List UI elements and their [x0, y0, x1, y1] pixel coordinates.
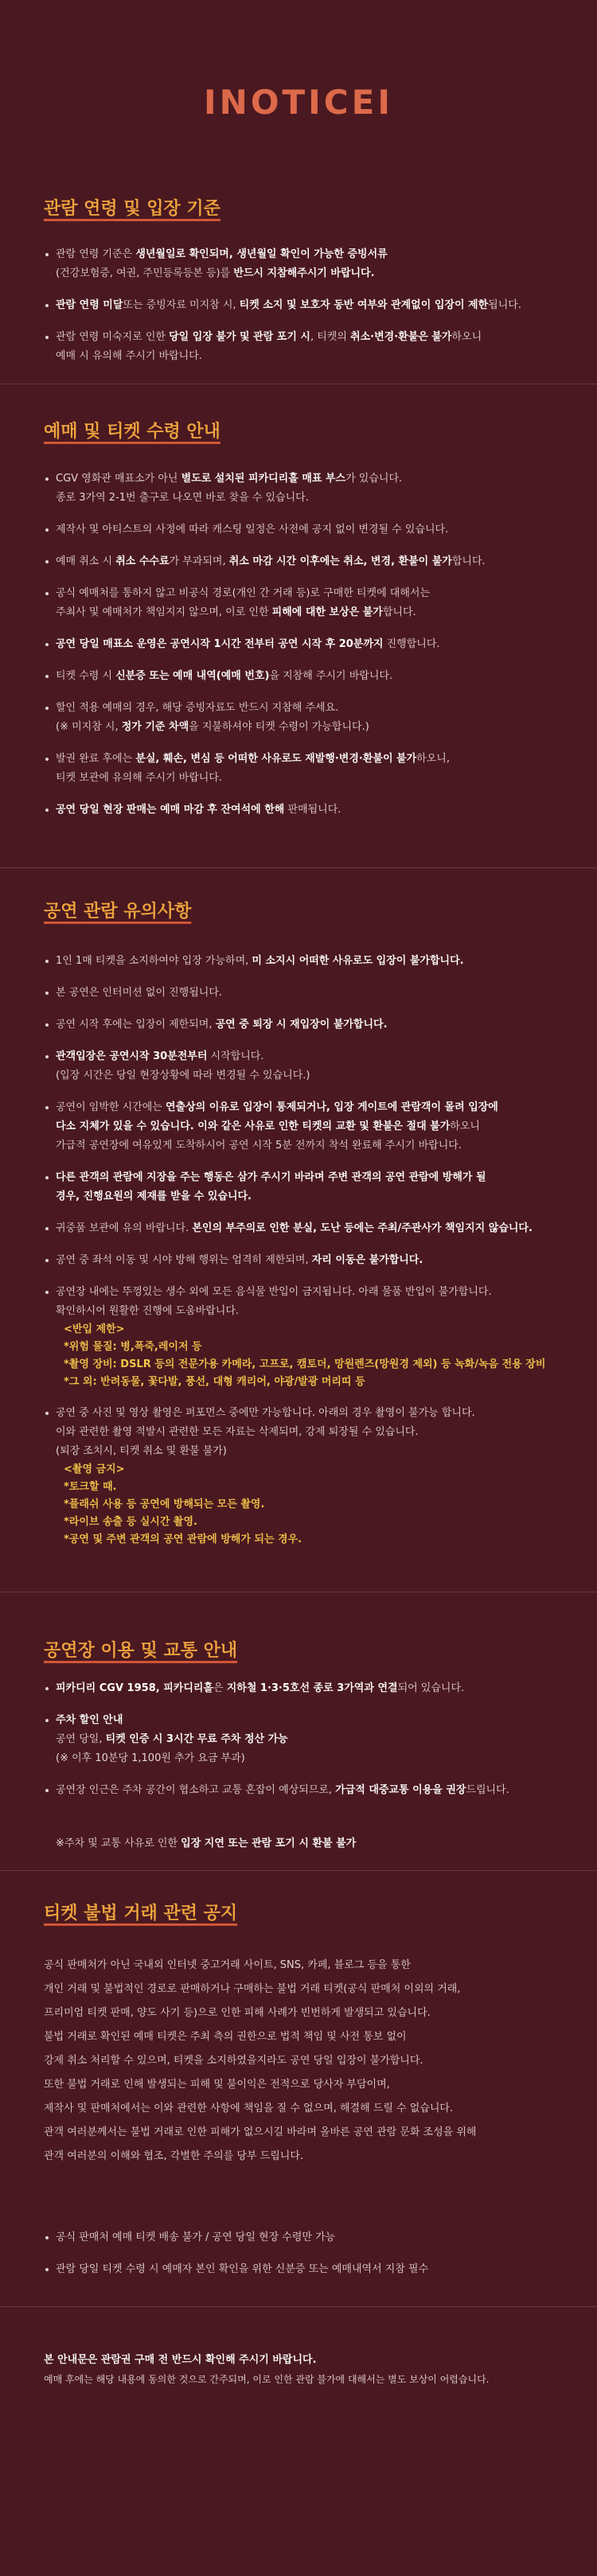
list-item: 공연 중 사진 및 영상 촬영은 퍼포먼스 중에만 가능합니다. 아래의 경우 촬영이 불가능 합니다. 이와 관련한 촬영 적발시 관련한 모든 자료는 삭제되며, 강제 퇴장될 수 있습니다. (퇴장 조치시, 티켓 취소 및 환불 불가) <촬영 금지> *토크할 때. *플래쉬 사용 등 공연에 방해되는 모든 촬영. *라이브 송출 등 실시간 촬영. *공연 및 주변 관객의 공연 관람에 방해가 되는 경우. — [44, 1404, 561, 1549]
photo-ban-item: *토크할 때. — [64, 1481, 117, 1493]
age-list — [44, 245, 561, 379]
list-item: 1인 1매 티켓을 소지하여야 입장 가능하며, 미 소지시 어떠한 사유로도 입장이 불가합니다. — [44, 952, 561, 971]
section-title-illegal: 티켓 불법 거래 관련 공지 — [44, 1904, 238, 1923]
list-item: 피카디리 CGV 1958, 피카디리홀은 지하철 1·3·5호선 종로 3가역과 연결되어 있습니다. — [44, 1679, 561, 1698]
list-item: 제작사 및 아티스트의 사정에 따라 캐스팅 일정은 사전에 공지 없이 변경될 수 있습니다. — [44, 520, 561, 540]
section-title-booking: 예매 및 티켓 수령 안내 — [44, 422, 220, 442]
list-item: 공연 중 좌석 이동 및 시야 방해 행위는 엄격히 제한되며, 자리 이동은 불가합니다. — [44, 1251, 561, 1270]
list-item: 티켓 수령 시 신분증 또는 예매 내역(예매 번호)을 지참해 주시기 바랍니다. — [44, 667, 561, 686]
photo-ban-item: *라이브 송출 등 실시간 촬영. — [64, 1516, 197, 1528]
list-item: 공연 당일 현장 판매는 예매 마감 후 잔여석에 한해 판매됩니다. — [44, 801, 561, 820]
list-item: 공연 시작 후에는 입장이 제한되며, 공연 중 퇴장 시 재입장이 불가합니다. — [44, 1015, 561, 1035]
divider — [0, 867, 597, 868]
list-item: 귀중품 보관에 유의 바랍니다. 본인의 부주의로 인한 분실, 도난 등에는 주최/주관사가 책임지지 않습니다. — [44, 1219, 561, 1238]
section-title-venue: 공연장 이용 및 교통 안내 — [44, 1641, 238, 1661]
divider — [0, 2306, 597, 2307]
photo-ban-title: <촬영 금지> — [64, 1463, 125, 1475]
list-item: 공연이 임박한 시간에는 연출상의 이유로 입장이 통제되거나, 입장 게이트에 관람객이 몰려 입장에 다소 지체가 있을 수 있습니다. 이와 같은 사유로 인한 티켓의 교환 및 환불은 절대 불가하오니 가급적 공연장에 여유있게 도착하시어 공연 시작 5분 전까지 착석 완료해 주시기 바랍니다. — [44, 1098, 561, 1155]
ban-list — [56, 1321, 561, 1391]
list-item: 다른 관객의 관람에 지장을 주는 행동은 삼가 주시기 바라며 주변 관객의 공연 관람에 방해가 될 경우, 진행요원의 제재를 받을 수 있습니다. — [44, 1168, 561, 1206]
footer-notice: 본 안내문은 관람권 구매 전 반드시 확인해 주시기 바랍니다. 예매 후에는 해당 내용에 동의한 것으로 간주되며, 이로 인한 관람 불가에 대해서는 별도 보상이 어렵습니다. — [44, 2354, 490, 2385]
list-item: 관람 연령 기준은 생년월일로 확인되며, 생년월일 확인이 가능한 증빙서류 (건강보험증, 여권, 주민등록등본 등)를 반드시 지참해주시기 바랍니다. — [44, 245, 561, 283]
list-item: 발권 완료 후에는 분실, 훼손, 변심 등 어떠한 사유로도 재발행·변경·환불이 불가하오니, 티켓 보관에 유의해 주시기 바랍니다. — [44, 750, 561, 788]
ban-title: <반입 제한> — [64, 1323, 125, 1335]
ban-item: *촬영 장비: DSLR 등의 전문가용 카메라, 고프로, 캠토더, 망원렌즈(망원경 제외) 등 녹화/녹음 전용 장비 — [64, 1358, 546, 1370]
list-item: 관람 연령 미숙지로 인한 당일 입장 불가 및 관람 포기 시, 티켓의 취소·변경·환불은 불가하오니 예매 시 유의해 주시기 바랍니다. — [44, 328, 561, 366]
list-item: 공식 판매처 예매 티켓 배송 불가 / 공연 당일 현장 수령만 가능 — [44, 2228, 561, 2247]
photo-ban-list — [56, 1461, 561, 1549]
list-item: 주차 할인 안내 공연 당일, 티켓 인증 시 3시간 무료 주차 정산 가능 (※ 이후 10분당 1,100원 추가 요금 부과) — [44, 1711, 561, 1768]
booking-list — [44, 470, 561, 832]
notice-logo: INOTICEI — [204, 83, 393, 122]
list-item: 공연장 인근은 주차 공간이 협소하고 교통 혼잡이 예상되므로, 가급적 대중교통 이용을 권장드립니다. — [44, 1781, 561, 1800]
list-item: 관람 연령 미달또는 증빙자료 미지참 시, 티켓 소지 및 보호자 동반 여부와 관계없이 입장이 제한됩니다. — [44, 296, 561, 315]
illegal-paragraph: 공식 판매처가 아닌 국내외 인터넷 중고거래 사이트, SNS, 카페, 블로그 등을 통한 개인 거래 및 불법적인 경로로 판매하거나 구매하는 불법 거래 티켓(공식 판매처 이외의 거래, 프리미엄 티켓 판매, 양도 사기 등)으로 인한 피해 사례가 빈번하게 발생되고 있습니다. 불법 거래로 확인된 예매 티켓은 주최 측의 권한으로 법적 책임 및 사전 통보 없이 강제 취소 처리할 수 있으며, 티켓을 소지하였을지라도 공연 당일 입장이 불가합니다. 또한 불법 거래로 인해 발생되는 피해 및 불이익은 전적으로 당사자 부담이며, 제작사 및 판매처에서는 이와 관련한 사항에 책임을 질 수 없으며, 해결해 드릴 수 없습니다. 관객 여러분께서는 불법 거래로 인한 피해가 없으시길 바라며 올바른 공연 관람 문화 조성을 위해 관객 여러분의 이해와 협조, 각별한 주의를 당부 드립니다. — [44, 1959, 477, 2162]
section-title-age: 관람 연령 및 입장 기준 — [44, 199, 220, 219]
parking-note: ※주차 및 교통 사유로 인한 입장 지연 또는 관람 포기 시 환불 불가 — [56, 1837, 357, 1849]
photo-ban-item: *플래쉬 사용 등 공연에 방해되는 모든 촬영. — [64, 1498, 265, 1510]
list-item: 공연 당일 매표소 운영은 공연시작 1시간 전부터 공연 시작 후 20분까지 진행합니다. — [44, 635, 561, 654]
ban-item: *위험 물질: 병,폭죽,레이저 등 — [64, 1341, 202, 1353]
list-item: 공식 예매처를 통하지 않고 비공식 경로(개인 간 거래 등)로 구매한 티켓에 대해서는 주최사 및 예매처가 책임지지 않으며, 이로 인한 피해에 대한 보상은 불가합니다. — [44, 584, 561, 622]
section-title-viewing: 공연 관람 유의사항 — [44, 902, 192, 922]
list-item: 관람 당일 티켓 수령 시 예매자 본인 확인을 위한 신분증 또는 예매내역서 지참 필수 — [44, 2260, 561, 2279]
list-item: 본 공연은 인터미션 없이 진행됩니다. — [44, 984, 561, 1003]
divider — [0, 1870, 597, 1871]
list-item: CGV 영화관 매표소가 아닌 별도로 설치된 피카디리홀 매표 부스가 있습니다. 종로 3가역 2-1번 출구로 나오면 바로 찾을 수 있습니다. — [44, 470, 561, 508]
ban-item: *그 외: 반려동물, 꽃다발, 풍선, 대형 캐리어, 야광/발광 머리띠 등 — [64, 1376, 365, 1388]
viewing-list — [44, 952, 561, 1561]
list-item: 관객입장은 공연시작 30분전부터 시작합니다. (입장 시간은 당일 현장상황에 따라 변경될 수 있습니다.) — [44, 1047, 561, 1085]
list-item: 공연장 내에는 뚜껑있는 생수 외에 모든 음식물 반입이 금지됩니다. 아래 물품 반입이 불가합니다. 확인하시어 원활한 진행에 도움바랍니다. <반입 제한> *위험 물질: 병,폭죽,레이저 등 *촬영 장비: DSLR 등의 전문가용 카메라, 고프로, 캠토더, 망원렌즈(망원경 제외) 등 녹화/녹음 전용 장비 *그 외: 반려동물, 꽃다발, 풍선, 대형 캐리어, 야광/발광 머리띠 등 — [44, 1283, 561, 1391]
list-item: 예매 취소 시 취소 수수료가 부과되며, 취소 마감 시간 이후에는 취소, 변경, 환불이 불가합니다. — [44, 552, 561, 571]
venue-list — [44, 1679, 561, 1813]
photo-ban-item: *공연 및 주변 관객의 공연 관람에 방해가 되는 경우. — [64, 1534, 302, 1545]
illegal-list — [44, 2228, 561, 2292]
list-item: 할인 적용 예매의 경우, 해당 증빙자료도 반드시 지참해 주세요. (※ 미지참 시, 정가 기준 차액을 지불하셔야 티켓 수령이 가능합니다.) — [44, 699, 561, 737]
